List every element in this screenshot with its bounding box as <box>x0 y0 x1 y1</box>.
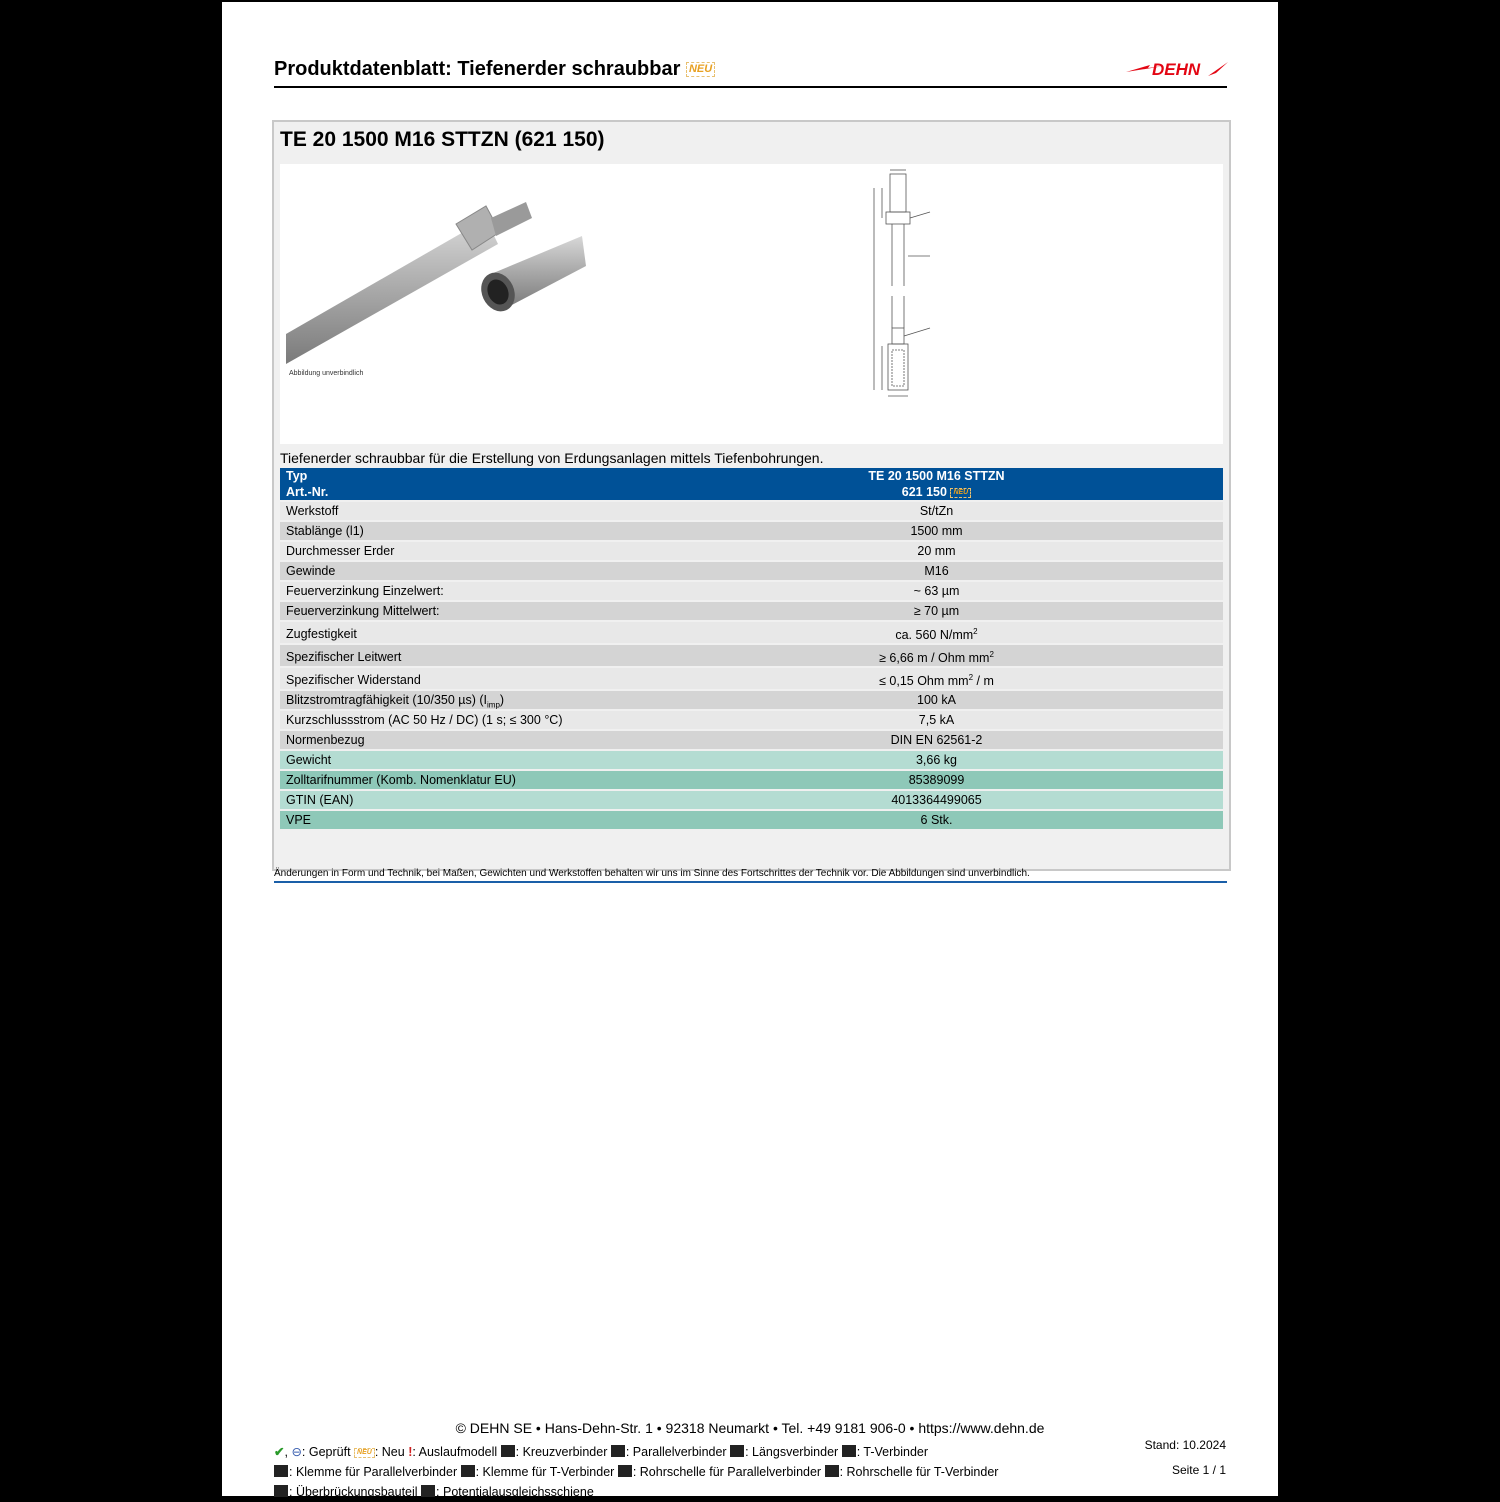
minus-circle-icon: ⊖ <box>291 1445 302 1459</box>
disclaimer: Änderungen in Form und Technik, bei Maßen, Gewichten und Werkstoffen behalten wir uns im Sinne des Fortschrittes der Technik vor. Die Abbildungen sind unverbindlich. <box>274 868 1030 879</box>
footer-legend: ✔, ⊖: Geprüft NEU : Neu !: Auslaufmodell : Kreuzverbinder : Parallelverbinder : Längsverbinder : T-Verbinder : Klemme für Parallelverbinder : Klemme für T-Verbinder : Rohrschelle für Parallelverbinder : Rohrschelle für T-Verbinder : Überbrückungsbauteil : Potentialausgleichsschiene <box>274 1445 999 1499</box>
klemme-t-icon <box>461 1465 475 1477</box>
page-number: Seite 1 / 1 <box>1171 1463 1226 1477</box>
rohrschelle-t-icon <box>825 1465 839 1477</box>
dehn-logo <box>1124 54 1230 84</box>
table-row: Normenbezug DIN EN 62561-2 <box>280 731 1223 749</box>
product-photo <box>286 174 586 374</box>
page-title-text: Produktdatenblatt: Tiefenerder schraubbar <box>274 58 681 80</box>
footer-address: © DEHN SE • Hans-Dehn-Str. 1 • 92318 Neumarkt • Tel. +49 9181 906-0 • https://www.dehn.de <box>455 1420 1045 1436</box>
image-area <box>280 164 1223 444</box>
table-header-artnr: Art.-Nr. 621 150 NEU <box>280 484 1223 500</box>
technical-drawing <box>860 168 950 400</box>
spec-table <box>280 468 1223 831</box>
parallelverbinder-icon <box>611 1445 625 1457</box>
table-row: Stablänge (l1) 1500 mm <box>280 522 1223 540</box>
footer-divider <box>274 881 1227 883</box>
product-description: Tiefenerder schraubbar für die Erstellung von Erdungsanlagen mittels Tiefenbohrungen. <box>280 450 824 466</box>
t-verbinder-icon <box>842 1445 856 1457</box>
ueberbrueckung-icon <box>274 1485 288 1497</box>
stand-date: Stand: 10.2024 <box>1144 1438 1226 1452</box>
table-row: GTIN (EAN) 4013364499065 <box>280 791 1223 809</box>
potentialausgleich-icon <box>421 1485 435 1497</box>
table-row: Spezifischer Widerstand ≤ 0,15 Ohm $mm^2$ / m <box>280 668 1223 689</box>
table-row: Spezifischer Leitwert ≥ 6,66 m / Ohm $mm^2$ <box>280 645 1223 666</box>
header-divider <box>274 86 1227 88</box>
table-row: Blitzstromtragfähigkeit (10/350 µs) $(I_{imp})$ 100 kA <box>280 691 1223 709</box>
warning-icon: ! <box>408 1445 413 1459</box>
table-row: Feuerverzinkung Mittelwert: ≥ 70 µm <box>280 602 1223 620</box>
image-caption: Abbildung unverbindlich <box>289 370 364 377</box>
table-row: VPE 6 Stk. <box>280 811 1223 829</box>
neu-badge: NEU <box>686 62 715 77</box>
table-row: Zolltarifnummer (Komb. Nomenklatur EU) 85389099 <box>280 771 1223 789</box>
table-row: Gewinde M16 <box>280 562 1223 580</box>
check-icon: ✔ <box>274 1445 285 1459</box>
product-title: TE 20 1500 M16 STTZN (621 150) <box>280 128 605 151</box>
table-row: Werkstoff St/tZn <box>280 502 1223 520</box>
kreuzverbinder-icon <box>501 1445 515 1457</box>
neu-badge: NEU <box>950 488 971 498</box>
neu-icon: NEU <box>354 1448 375 1458</box>
table-row: Gewicht 3,66 kg <box>280 751 1223 769</box>
page-title <box>274 58 715 81</box>
rohrschelle-parallel-icon <box>618 1465 632 1477</box>
laengsverbinder-icon <box>730 1445 744 1457</box>
logo-text: DEHN <box>1152 60 1201 79</box>
table-row: Kurzschlussstrom (AC 50 Hz / DC) (1 s; ≤ 300 °C) 7,5 kA <box>280 711 1223 729</box>
klemme-parallel-icon <box>274 1465 288 1477</box>
table-row: Durchmesser Erder 20 mm <box>280 542 1223 560</box>
datasheet-page <box>222 2 1278 1499</box>
product-box <box>272 120 1231 871</box>
table-row: Feuerverzinkung Einzelwert: ~ 63 µm <box>280 582 1223 600</box>
table-header-typ: Typ TE 20 1500 M16 STTZN <box>280 468 1223 484</box>
table-row: Zugfestigkeit ca. 560 $N/mm^2$ <box>280 622 1223 643</box>
